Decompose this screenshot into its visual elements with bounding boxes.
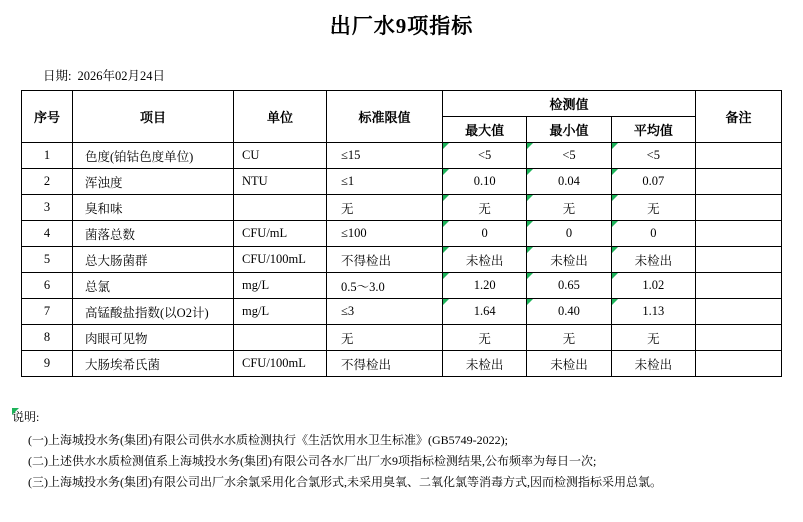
- page-title: 出厂水9项指标: [329, 14, 474, 38]
- cell-unit: mg/L: [234, 273, 327, 299]
- cell-max: 1.20: [443, 273, 527, 299]
- header-min: 最小值: [527, 117, 611, 143]
- table-row: [22, 195, 782, 221]
- cell-limit: 无: [327, 195, 443, 221]
- header-item: 项目: [73, 91, 234, 143]
- table-row: [22, 325, 782, 351]
- cell-avg: 0.07: [611, 169, 695, 195]
- cell-remark: [696, 351, 782, 377]
- note-line: (一)上海城投水务(集团)有限公司供水水质检测执行《生活饮用水卫生标准》(GB5749-2022);: [28, 433, 508, 447]
- header-limit: 标准限值: [327, 91, 443, 143]
- table-row: [22, 143, 782, 169]
- cell-item: 总大肠菌群: [73, 247, 234, 273]
- cell-max: <5: [443, 143, 527, 169]
- cell-unit: [234, 325, 327, 351]
- table-row: [22, 221, 782, 247]
- cell-unit: [234, 195, 327, 221]
- cell-item: 大肠埃希氏菌: [73, 351, 234, 377]
- header-max: 最大值: [443, 117, 527, 143]
- cell-limit: ≤3: [327, 299, 443, 325]
- notes-title: 说明:: [12, 410, 40, 424]
- header-measured-group: 检测值: [443, 91, 696, 117]
- cell-unit: CFU/100mL: [234, 351, 327, 377]
- cell-avg: 1.02: [611, 273, 695, 299]
- cell-no: 4: [22, 221, 73, 247]
- notes-section: [12, 407, 803, 493]
- cell-no: 5: [22, 247, 73, 273]
- green-corner-marker: [12, 408, 19, 415]
- cell-unit: mg/L: [234, 299, 327, 325]
- cell-min: 0: [527, 221, 611, 247]
- cell-avg: 1.13: [611, 299, 695, 325]
- table-row: [22, 169, 782, 195]
- cell-remark: [696, 247, 782, 273]
- table-row: [22, 247, 782, 273]
- cell-max: 无: [443, 195, 527, 221]
- cell-no: 1: [22, 143, 73, 169]
- cell-max: 1.64: [443, 299, 527, 325]
- date-value: 2026年02月24日: [77, 69, 165, 83]
- cell-remark: [696, 325, 782, 351]
- cell-no: 8: [22, 325, 73, 351]
- cell-remark: [696, 143, 782, 169]
- cell-limit: 不得检出: [327, 247, 443, 273]
- header-remark: 备注: [696, 91, 782, 143]
- note-line: (三)上海城投水务(集团)有限公司出厂水余氯采用化合氯形式,未采用臭氧、二氧化氯等消毒方式,因而检测指标采用总氯。: [28, 475, 662, 489]
- table-head: [22, 91, 782, 143]
- cell-item: 臭和味: [73, 195, 234, 221]
- cell-min: 无: [527, 195, 611, 221]
- cell-max: 未检出: [443, 351, 527, 377]
- cell-min: 0.40: [527, 299, 611, 325]
- table-row: [22, 299, 782, 325]
- table-row: [22, 273, 782, 299]
- cell-avg: 未检出: [611, 351, 695, 377]
- cell-no: 7: [22, 299, 73, 325]
- cell-limit: ≤100: [327, 221, 443, 247]
- cell-min: 0.65: [527, 273, 611, 299]
- note-line: (二)上述供水水质检测值系上海城投水务(集团)有限公司各水厂出厂水9项指标检测结果,公布频率为每日一次;: [28, 454, 597, 468]
- cell-limit: ≤15: [327, 143, 443, 169]
- cell-max: 0.10: [443, 169, 527, 195]
- cell-item: 肉眼可见物: [73, 325, 234, 351]
- cell-max: 未检出: [443, 247, 527, 273]
- cell-no: 3: [22, 195, 73, 221]
- cell-min: 0.04: [527, 169, 611, 195]
- cell-no: 6: [22, 273, 73, 299]
- cell-item: 总氯: [73, 273, 234, 299]
- cell-unit: NTU: [234, 169, 327, 195]
- cell-item: 浑浊度: [73, 169, 234, 195]
- cell-avg: 0: [611, 221, 695, 247]
- cell-avg: 无: [611, 325, 695, 351]
- cell-remark: [696, 299, 782, 325]
- header-unit: 单位: [234, 91, 327, 143]
- cell-remark: [696, 195, 782, 221]
- cell-item: 菌落总数: [73, 221, 234, 247]
- cell-avg: <5: [611, 143, 695, 169]
- cell-max: 0: [443, 221, 527, 247]
- report-date: [43, 66, 803, 84]
- cell-no: 2: [22, 169, 73, 195]
- cell-item: 色度(铂钴色度单位): [73, 143, 234, 169]
- cell-min: 未检出: [527, 351, 611, 377]
- cell-avg: 无: [611, 195, 695, 221]
- header-avg: 平均值: [611, 117, 695, 143]
- cell-avg: 未检出: [611, 247, 695, 273]
- cell-remark: [696, 169, 782, 195]
- date-label: 日期:: [43, 69, 72, 83]
- cell-no: 9: [22, 351, 73, 377]
- table-body: [22, 143, 782, 377]
- cell-remark: [696, 221, 782, 247]
- table-row: [22, 351, 782, 377]
- cell-unit: CFU/mL: [234, 221, 327, 247]
- header-no: 序号: [22, 91, 73, 143]
- cell-limit: 0.5～3.0: [327, 273, 443, 299]
- table-header-row-1: [22, 91, 782, 117]
- cell-min: <5: [527, 143, 611, 169]
- cell-limit: ≤1: [327, 169, 443, 195]
- cell-limit: 无: [327, 325, 443, 351]
- cell-unit: CU: [234, 143, 327, 169]
- indicators-table: [21, 90, 782, 377]
- cell-min: 未检出: [527, 247, 611, 273]
- cell-unit: CFU/100mL: [234, 247, 327, 273]
- cell-remark: [696, 273, 782, 299]
- cell-limit: 不得检出: [327, 351, 443, 377]
- cell-min: 无: [527, 325, 611, 351]
- cell-max: 无: [443, 325, 527, 351]
- cell-item: 高锰酸盐指数(以O2计): [73, 299, 234, 325]
